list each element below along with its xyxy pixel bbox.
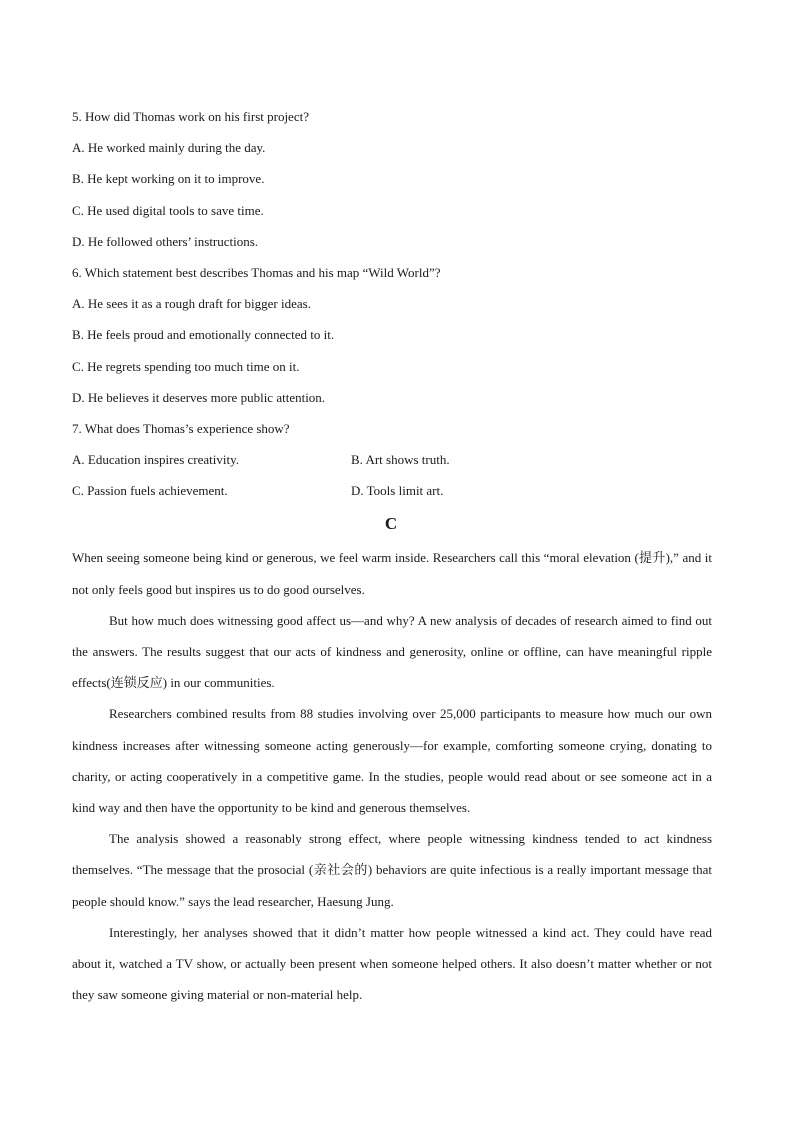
question-5-option-d: D. He followed others’ instructions. bbox=[72, 233, 259, 249]
question-5-option-b: B. He kept working on it to improve. bbox=[72, 171, 265, 187]
question-6-option-a: A. He sees it as a rough draft for bigger ideas. bbox=[72, 296, 311, 312]
question-7-option-b: B. Art shows truth. bbox=[351, 452, 450, 468]
question-7-option-d: D. Tools limit art. bbox=[351, 483, 444, 499]
passage-paragraph-3: Researchers combined results from 88 studies involving over 25,000 participants to measure how much our own kindness increases after witnessing someone acting generously—for example, comforting someone crying, donating to charity, or acting cooperatively in a competitive game. In the studies, people would read about or see someone act in a kind way and then have the opportunity to be kind and generous themselves. bbox=[72, 706, 712, 816]
question-6-option-d: D. He believes it deserves more public attention. bbox=[72, 389, 326, 405]
question-6-stem: 6. Which statement best describes Thomas and his map “Wild World”? bbox=[72, 264, 441, 280]
question-5-option-c: C. He used digital tools to save time. bbox=[72, 202, 264, 218]
question-7-option-a: A. Education inspires creativity. bbox=[72, 452, 240, 468]
question-7-options-row-1 bbox=[72, 444, 712, 475]
question-7-stem: 7. What does Thomas’s experience show? bbox=[72, 420, 290, 436]
question-7-option-c: C. Passion fuels achievement. bbox=[72, 483, 228, 499]
document-page bbox=[72, 101, 712, 1010]
passage-paragraph-4: The analysis showed a reasonably strong effect, where people witnessing kindness tended to act kindness themselves. “The message that the prosocial (亲社会的) behaviors are quite infectious is a really important message that people should know.” says the lead researcher, Haesung Jung. bbox=[72, 831, 712, 909]
passage-paragraph-1: When seeing someone being kind or generous, we feel warm inside. Researchers call this “moral elevation (提升),” and it not only feels good but inspires us to do good ourselves. bbox=[72, 550, 712, 597]
question-6-option-b: B. He feels proud and emotionally connected to it. bbox=[72, 327, 335, 343]
question-7-options-row-2 bbox=[72, 475, 712, 506]
passage-paragraph-2: But how much does witnessing good affect us—and why? A new analysis of decades of research aimed to find out the answers. The results suggest that our acts of kindness and generosity, online or offline, can have meaningful ripple effects(连锁反应) in our communities. bbox=[72, 612, 712, 691]
passage-paragraph-5: Interestingly, her analyses showed that it didn’t matter how people witnessed a kind act. They could have read about it, watched a TV show, or actually been present when someone helped others. It also doesn’t matter whether or not they saw someone giving material or non-material help. bbox=[72, 924, 712, 1003]
question-6-option-c: C. He regrets spending too much time on it. bbox=[72, 358, 300, 374]
question-5-option-a: A. He worked mainly during the day. bbox=[72, 140, 266, 156]
question-5-stem: 5. How did Thomas work on his first project? bbox=[72, 109, 309, 124]
section-heading: C bbox=[384, 514, 398, 534]
